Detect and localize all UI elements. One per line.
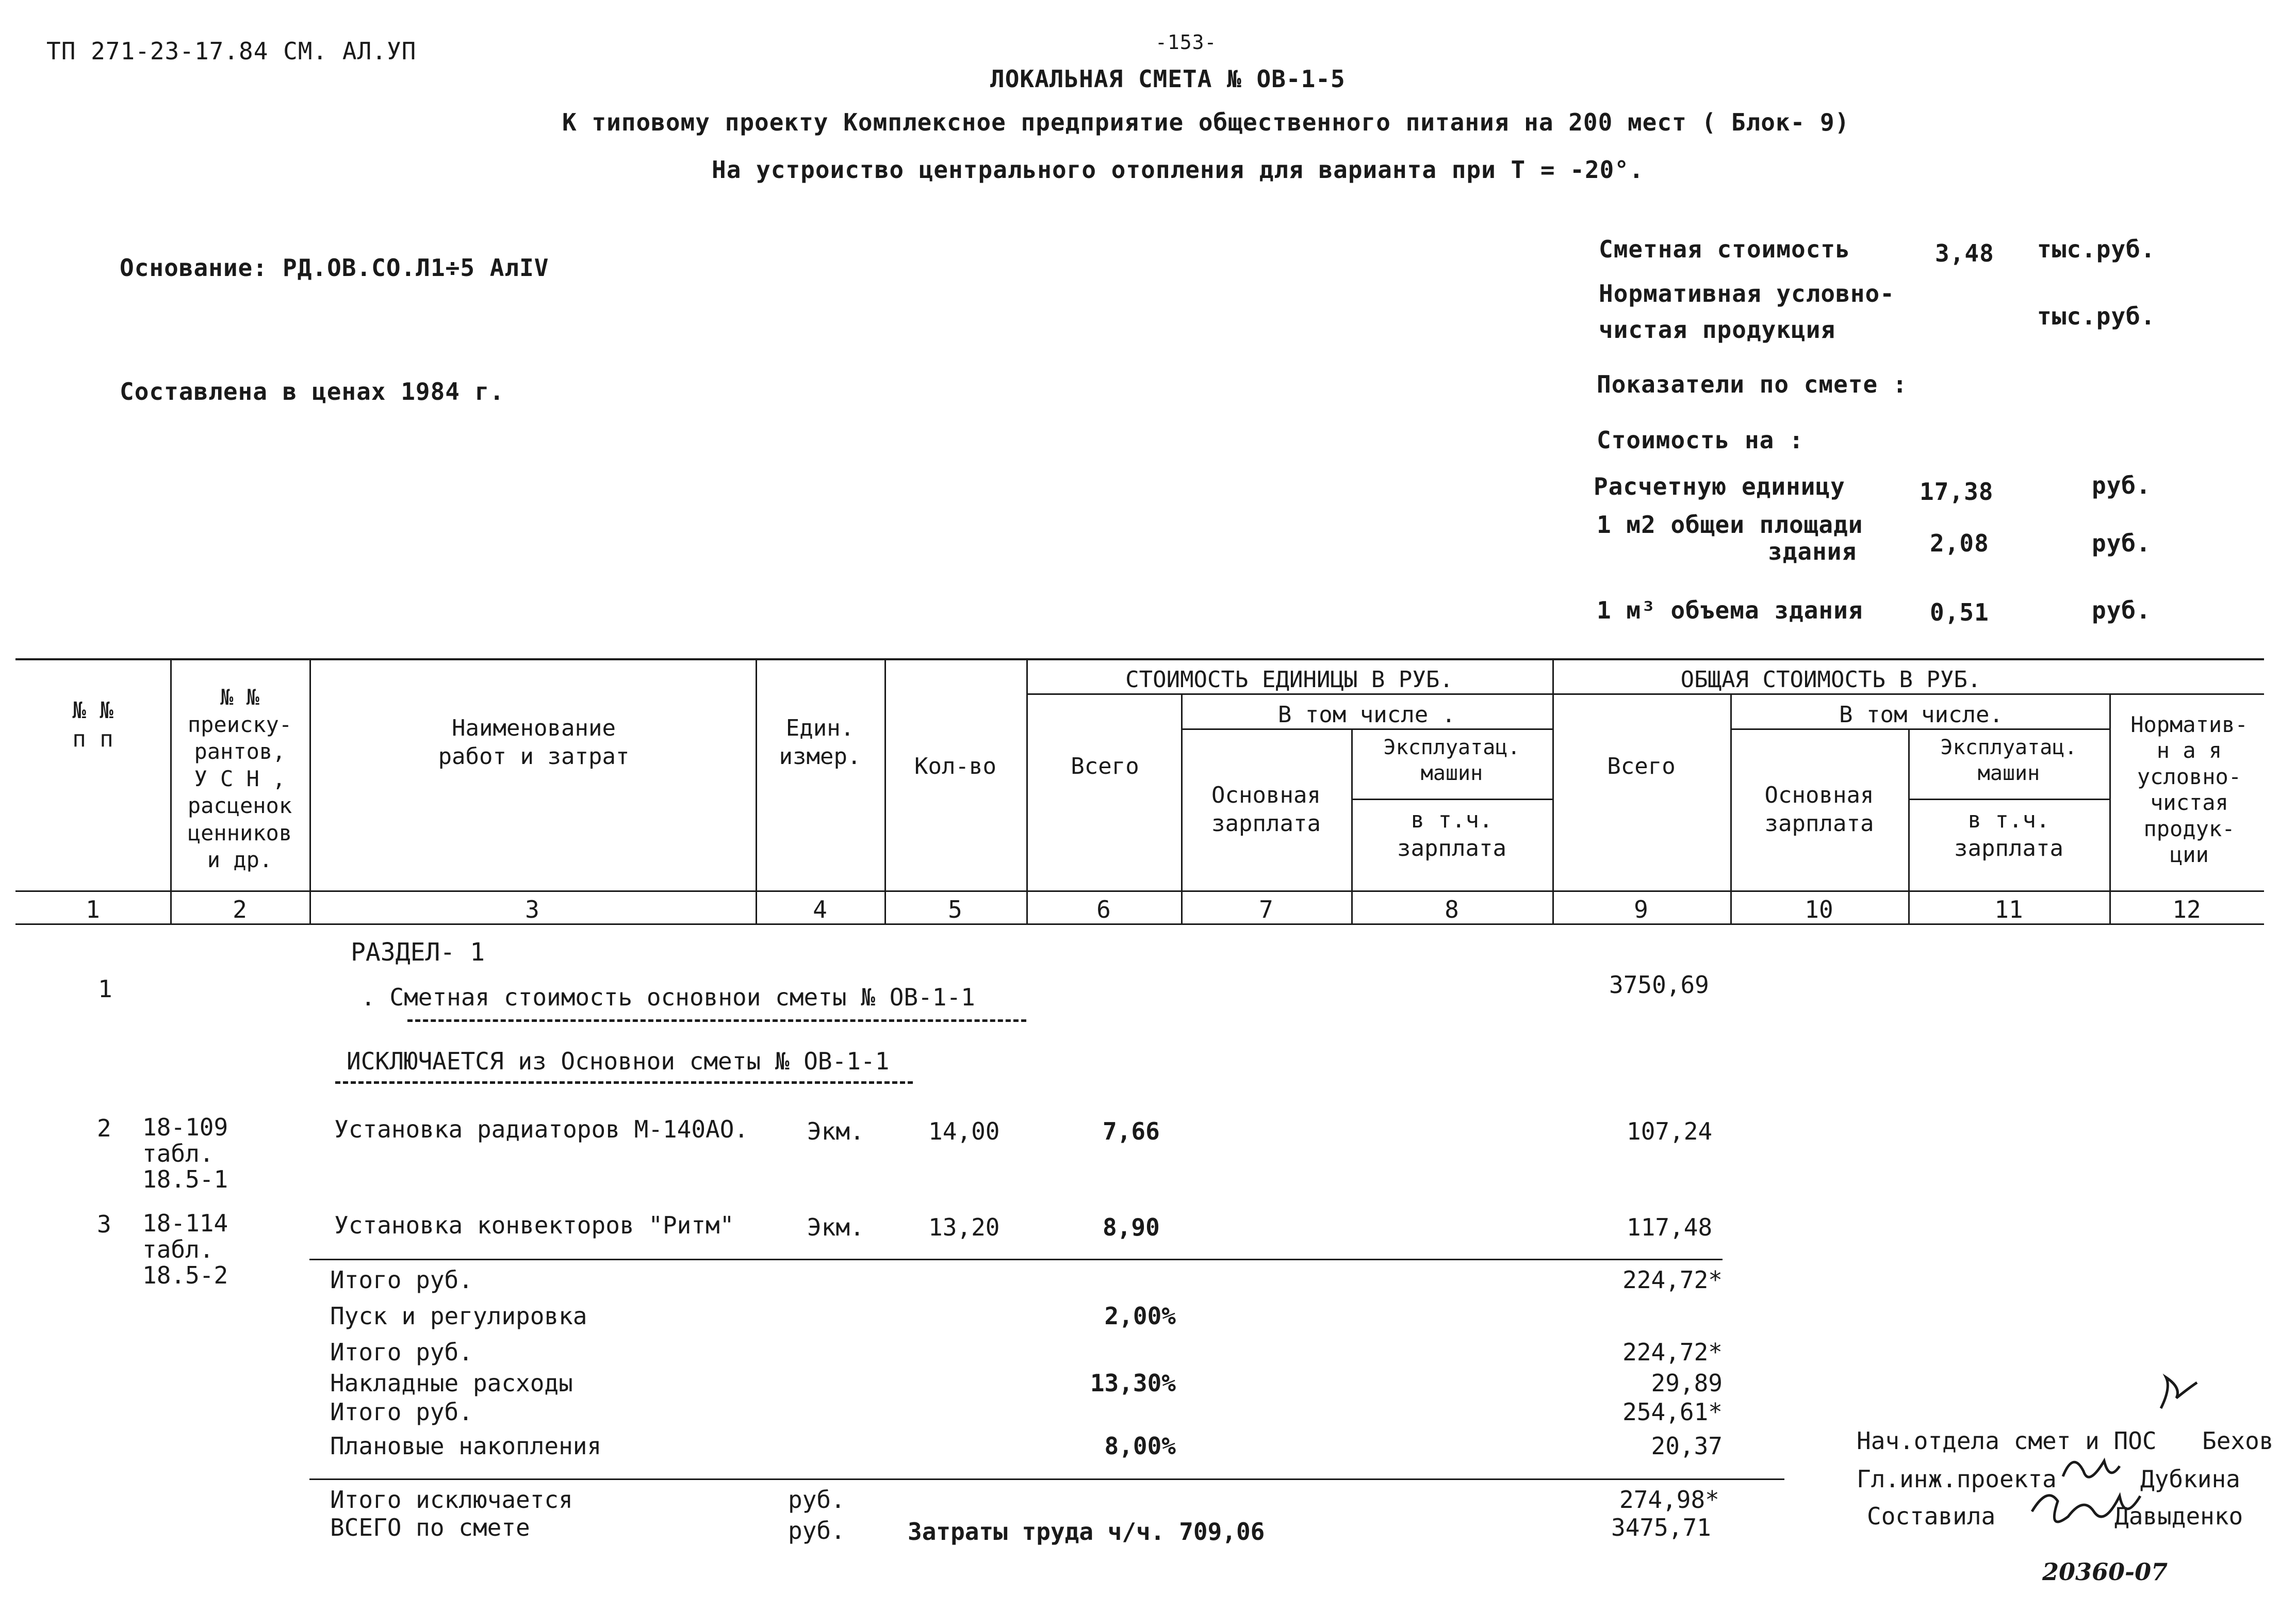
cost-per-label: Стоимость на : — [1597, 426, 1804, 454]
total-value: 224,72* — [1622, 1266, 1723, 1294]
signature-name: Бехов — [2202, 1427, 2274, 1455]
norm-label-2: чистая продукция — [1599, 316, 1836, 344]
unit-cost-group: СТОИМОСТЬ ЕДИНИЦЫ В РУБ. — [1125, 667, 1453, 693]
unit-label: Расчетную единицу — [1594, 473, 1845, 500]
col-head-9: Всего — [1607, 753, 1676, 779]
total-value: 224,72* — [1622, 1338, 1723, 1366]
basis-label: Основание: — [120, 254, 268, 282]
final-value: 3475,71 — [1611, 1514, 1711, 1541]
signature-name: Давыденко — [2114, 1502, 2243, 1530]
col-head-12: Норматив- н а я условно- чистая продук- ции — [2130, 712, 2248, 867]
column-number: 12 — [2172, 896, 2201, 923]
column-number: 9 — [1634, 896, 1648, 923]
total-value: 29,89 — [1651, 1369, 1723, 1397]
incl-group-1: В том числе . — [1277, 702, 1456, 728]
column-number: 2 — [233, 896, 247, 923]
col-head-11: в т.ч. зарплата — [1954, 807, 2063, 862]
row-name: . Сметная стоимость основнои сметы № ОВ-1-1 — [361, 983, 975, 1011]
row-unit: Экм. — [807, 1117, 864, 1145]
col-head-4: Един. измер. — [779, 715, 861, 770]
final-label: ВСЕГО по смете — [330, 1514, 530, 1541]
row-qty: 13,20 — [928, 1213, 1000, 1241]
volume-unit: руб. — [2092, 596, 2151, 624]
column-number: 1 — [86, 896, 100, 923]
col-head-8: в т.ч. зарплата — [1397, 807, 1506, 862]
total-label: Итого руб. — [330, 1338, 473, 1366]
column-number: 4 — [813, 896, 827, 923]
estimate-purpose: На устроиство центрального отопления для варианта при Т = -20°. — [712, 156, 1644, 184]
machines-group-2: Эксплуатац. машин — [1940, 736, 2077, 785]
volume-value: 0,51 — [1930, 598, 1989, 626]
column-number: 3 — [525, 896, 539, 923]
total-value: 20,37 — [1651, 1432, 1723, 1460]
signature-role: Составила — [1867, 1502, 1996, 1530]
row-price: 8,90 — [1103, 1213, 1160, 1241]
row-number: 1 — [98, 975, 112, 1003]
page-mark: -153- — [1155, 31, 1217, 54]
machines-group-1: Эксплуатац. машин — [1383, 736, 1520, 785]
row-name: Установка радиаторов М-140АО. — [334, 1115, 749, 1143]
row-number: 3 — [97, 1210, 111, 1238]
area-value: 2,08 — [1930, 529, 1989, 557]
cost-value: 3,48 — [1935, 239, 1994, 267]
col-head-3: Наименование работ и затрат — [438, 715, 630, 770]
volume-label: 1 м³ объема здания — [1597, 596, 1863, 624]
estimate-title: ЛОКАЛЬНАЯ СМЕТА № ОВ-1-5 — [990, 65, 1346, 93]
row-code: 18-114 табл. 18.5-2 — [142, 1209, 228, 1290]
final-unit: руб. — [788, 1486, 845, 1514]
total-percent: 8,00% — [1104, 1432, 1176, 1460]
document-code: ТП 271-23-17.84 СМ. АЛ.УП — [46, 37, 417, 65]
col-head-2: № № преиску- рантов, У С Н , расценок ценников и др. — [187, 685, 292, 872]
cost-unit: тыс.руб. — [2037, 235, 2156, 263]
indicators-label: Показатели по смете : — [1597, 370, 1908, 398]
row-code: 18-109 табл. 18.5-1 — [142, 1113, 228, 1194]
unit-value: 17,38 — [1920, 478, 1994, 506]
total-cost-group: ОБЩАЯ СТОИМОСТЬ В РУБ. — [1680, 667, 1981, 693]
area-unit: руб. — [2092, 529, 2151, 557]
section-title: РАЗДЕЛ- 1 — [351, 938, 485, 967]
labor-cost: Затраты труда ч/ч. 709,06 — [908, 1518, 1265, 1546]
col-head-6: Всего — [1071, 753, 1139, 779]
compiled-prices: Составлена в ценах 1984 г. — [120, 378, 505, 405]
area-label-2: здания — [1768, 538, 1857, 565]
col-head-5: Кол-во — [914, 753, 996, 779]
total-label: Плановые накопления — [330, 1432, 602, 1460]
final-value: 274,98* — [1619, 1486, 1719, 1514]
total-label: Пуск и регулировка — [330, 1302, 587, 1330]
column-number: 10 — [1805, 896, 1833, 923]
row-unit: Экм. — [807, 1213, 864, 1241]
col-head-10: Основная зарплата — [1764, 782, 1874, 837]
column-number: 6 — [1096, 896, 1111, 923]
row-total: 117,48 — [1627, 1213, 1713, 1241]
column-number: 5 — [948, 896, 962, 923]
row-total: 3750,69 — [1609, 971, 1709, 999]
estimate-subtitle: К типовому проекту Комплексное предприятие общественного питания на 200 мест ( Блок- 9) — [562, 108, 1850, 136]
row-name: ИСКЛЮЧАЕТСЯ из Основнои сметы № ОВ-1-1 — [347, 1047, 890, 1075]
footer-code: 20360-07 — [2042, 1558, 2168, 1586]
incl-group-2: В том числе. — [1839, 702, 2003, 728]
total-label: Итого руб. — [330, 1398, 473, 1426]
final-label: Итого исключается — [330, 1486, 573, 1514]
cost-label: Сметная стоимость — [1599, 235, 1850, 263]
norm-unit: тыс.руб. — [2037, 302, 2156, 330]
unit-unit: руб. — [2092, 472, 2151, 499]
norm-label-1: Нормативная условно- — [1599, 280, 1895, 307]
row-qty: 14,00 — [928, 1117, 1000, 1145]
total-percent: 2,00% — [1104, 1302, 1176, 1330]
signature-name: Дубкина — [2140, 1465, 2240, 1493]
column-number: 8 — [1445, 896, 1459, 923]
col-head-7: Основная зарплата — [1211, 782, 1321, 837]
total-label: Накладные расходы — [330, 1369, 573, 1397]
column-number: 11 — [1994, 896, 2023, 923]
signature-role: Нач.отдела смет и ПОС — [1857, 1427, 2157, 1455]
total-value: 254,61* — [1622, 1398, 1723, 1426]
signature-role: Гл.инж.проекта — [1857, 1465, 2057, 1493]
row-total: 107,24 — [1627, 1117, 1713, 1145]
basis-value: РД.ОВ.СО.Л1÷5 АлIV — [283, 254, 549, 282]
row-number: 2 — [97, 1114, 111, 1142]
column-number: 7 — [1259, 896, 1273, 923]
row-price: 7,66 — [1103, 1117, 1160, 1145]
col-head-1: № № п п — [72, 697, 113, 752]
row-name: Установка конвекторов "Ритм" — [334, 1211, 734, 1239]
final-unit: руб. — [788, 1517, 845, 1545]
area-label-1: 1 м2 общеи площади — [1597, 511, 1863, 539]
total-label: Итого руб. — [330, 1266, 473, 1294]
total-percent: 13,30% — [1090, 1369, 1176, 1397]
